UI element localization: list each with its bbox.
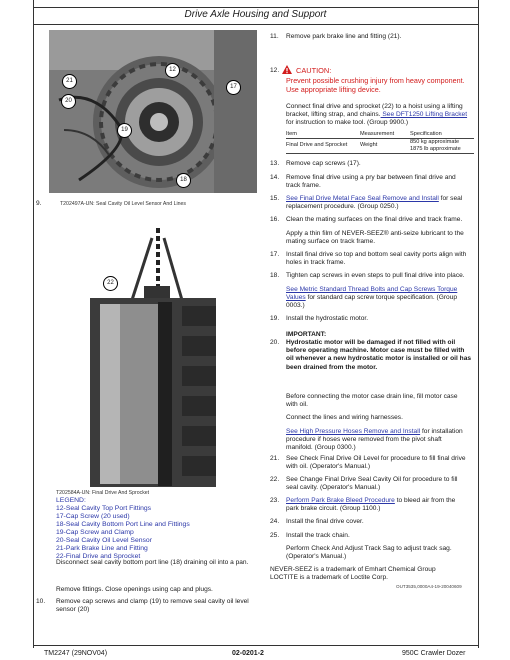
step-14-number: 14.: [270, 174, 280, 181]
legend-item: 22-Final Drive and Sprocket: [56, 553, 141, 560]
caution-line: Prevent possible crushing injury from heavy component.: [286, 76, 465, 85]
step-15-number: 15.: [270, 195, 280, 202]
apply-paragraph: Apply a thin film of NEVER-SEEZ® anti-seize lubricant to the mating surface on track frame.: [286, 230, 464, 246]
before-paragraph: Before connecting the motor case drain line, fill motor case with oil.: [286, 393, 458, 409]
trademark-notes: NEVER-SEEZ is a trademark of Emhart Chemical Group LOCTITE is a trademark of Loctite Corp.: [270, 566, 436, 582]
warning-triangle-icon: [282, 65, 292, 74]
lifting-bracket-link[interactable]: See DFT1250 Lifting Bracket: [380, 111, 468, 119]
step-18-number: 18.: [270, 272, 280, 279]
park-brake-bleed-link[interactable]: Perform Park Brake Bleed Procedure: [286, 497, 395, 504]
step-12-number: 12.: [270, 67, 280, 74]
step-24-text: Install the final drive cover.: [286, 518, 364, 525]
footer-machine: 950C Crawler Dozer: [402, 650, 466, 657]
reference-code: OUT3535,0000A4-19-20040609: [396, 584, 462, 589]
important-text: Hydrostatic motor will be damaged if not filled with oil before operating machine. Motor case must be filled with oil whenever a new hydrostatic motor is installed or oil has been drained from the motor.: [286, 339, 472, 371]
step-23-number: 23.: [270, 497, 280, 504]
step-9-number: 9.: [36, 200, 42, 207]
table-header: Item: [286, 131, 297, 137]
legend-item: 19-Cap Screw and Clamp: [56, 529, 134, 536]
step-10-text: Remove cap screws and clamp (19) to remove seal cavity oil level sensor (20): [56, 598, 249, 614]
step-11-text: Remove park brake line and fitting (21).: [286, 33, 402, 40]
callout-19: 19: [117, 123, 132, 138]
table-header: Specification: [410, 131, 442, 137]
step-19-text: Install the hydrostatic motor.: [286, 315, 369, 322]
metal-face-seal-link[interactable]: See Final Drive Metal Face Seal Remove and Install: [286, 195, 439, 202]
step-25-text: Install the track chain.: [286, 532, 350, 539]
table-header: Measurement: [360, 131, 395, 137]
caution-text: [286, 76, 465, 94]
step-17-number: 17.: [270, 251, 280, 258]
step-11-number: 11.: [270, 33, 279, 40]
torque-values-link[interactable]: Values: [286, 294, 306, 302]
caution-label: CAUTION:: [296, 66, 332, 75]
step-22-number: 22.: [270, 476, 280, 483]
connect-line: for instruction to make tool. (Group 9900.): [286, 119, 409, 127]
legend-item: 20-Seal Cavity Oil Level Sensor: [56, 537, 152, 544]
step-22-text: See Change Final Drive Seal Cavity Oil for procedure to fill seal cavity. (Operator's Manual.): [286, 476, 458, 492]
step-13-number: 13.: [270, 160, 280, 167]
footer-manual-id: TM2247 (29NOV04): [44, 650, 108, 657]
table-cell: 850 kg approximate: [410, 139, 460, 145]
connect-lines-text: Connect the lines and wiring harnesses.: [286, 414, 403, 421]
legend-title: LEGEND:: [56, 497, 86, 504]
weight-table: [286, 131, 474, 154]
legend-item: 18-Seal Cavity Bottom Port Line and Fittings: [56, 521, 190, 528]
step-16-text: Clean the mating surfaces on the final drive and track frame.: [286, 216, 463, 223]
final-drive-photo: [82, 228, 216, 487]
step-16-number: 16.: [270, 216, 280, 223]
important-label: IMPORTANT:: [286, 331, 327, 338]
perform-paragraph: Perform Check And Adjust Track Sag to adjust track sag. (Operator's Manual.): [286, 545, 452, 561]
page-title: Drive Axle Housing and Support: [184, 9, 327, 20]
step-25-number: 25.: [270, 532, 280, 539]
step-10-number: 10.: [36, 598, 46, 605]
table-cell: Weight: [360, 142, 378, 148]
photo2-caption: T202584A-UN: Final Drive And Sprocket: [56, 490, 150, 496]
high-pressure-paragraph: See High Pressure Hoses Remove and Install for installation procedure if hoses were removed from the pivot shaft manifold. (Group 0300.): [286, 428, 463, 452]
callout-20: 20: [61, 94, 76, 109]
connect-line: Connect final drive and sprocket (22) to a hoist using a lifting: [286, 103, 463, 110]
torque-paragraph: See Metric Standard Thread Bolts and Cap Screws Torque Values for standard cap screw torque specification. (Group 0003.): [286, 286, 476, 311]
callout-12: 12: [165, 63, 180, 78]
footer-page-number: 02-0201-2: [232, 650, 264, 657]
callout-21: 21: [62, 74, 77, 89]
right-column: [270, 0, 475, 645]
callout-18: 18: [176, 173, 191, 188]
step-15-text: See Final Drive Metal Face Seal Remove and Install for seal replacement procedure. (Group 0250.): [286, 195, 463, 211]
seal-cavity-photo: [49, 30, 257, 193]
legend-item: 21-Park Brake Line and Fitting: [56, 545, 148, 552]
callout-22: 22: [103, 276, 118, 291]
step-21-text: See Check Final Drive Oil Level for procedure to fill final drive with oil. (Operator's Manual.): [286, 455, 466, 471]
disconnect-text: Disconnect seal cavity bottom port line (18) draining oil into a pan.: [56, 559, 249, 566]
final-drive-photo-drawing: [82, 228, 216, 487]
remove-fittings-text: Remove fittings. Close openings using cap and plugs.: [56, 586, 213, 593]
step-21-number: 21.: [270, 455, 280, 462]
legend: [56, 497, 190, 561]
torque-values-link[interactable]: See Metric Standard Thread Bolts and Cap Screws Torque: [286, 286, 458, 293]
step-20-number: 20.: [270, 339, 280, 346]
legend-item: 17-Cap Screw (20 used): [56, 513, 130, 520]
step-19-number: 19.: [270, 315, 280, 322]
table-cell: Final Drive and Sprocket: [286, 142, 348, 148]
step-23-text: Perform Park Brake Bleed Procedure to bleed air from the park brake circuit. (Group 1100.): [286, 497, 456, 513]
connect-paragraph: [286, 103, 476, 128]
step-18-text: Tighten cap screws in even steps to pull final drive into place.: [286, 272, 465, 279]
legend-item: 12-Seal Cavity Top Port Fittings: [56, 505, 152, 512]
footer-rule: [33, 645, 478, 646]
step-14-text: Remove final drive using a pry bar between final drive and track frame.: [286, 174, 456, 190]
callout-17: 17: [226, 80, 241, 95]
caution-line: Use appropriate lifting device.: [286, 85, 381, 94]
seal-cavity-photo-drawing: [49, 30, 257, 193]
step-24-number: 24.: [270, 518, 280, 525]
photo1-caption: T202497A-UN: Seal Cavity Oil Level Sensor And Lines: [60, 201, 187, 207]
high-pressure-hoses-link[interactable]: See High Pressure Hoses Remove and Install: [286, 428, 421, 435]
connect-line: bracket, lifting strap, and chains.: [286, 111, 381, 119]
step-13-text: Remove cap screws (17).: [286, 160, 361, 167]
step-17-text: Install final drive so top and bottom seal cavity ports align with holes in track frame.: [286, 251, 467, 267]
table-cell: 1875 lb approximate: [410, 145, 461, 152]
